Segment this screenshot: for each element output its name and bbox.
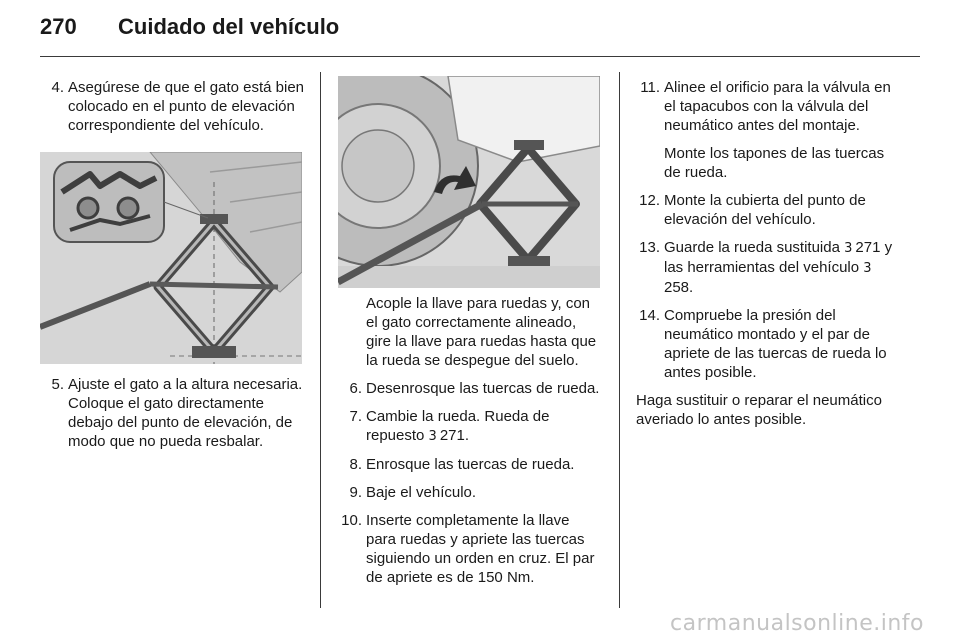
step-5 (40, 375, 304, 451)
step-text: Inserte completamente la llave para ruedas y apriete las tuercas siguiendo un orden en cruz. El par de apriete es de 150 Nm. (366, 512, 595, 586)
step-4 (40, 78, 304, 135)
step-8 (338, 455, 602, 474)
column-3 (636, 78, 902, 438)
step-number: 9. (349, 484, 362, 501)
page-ref-link[interactable]: 258 (664, 279, 690, 296)
step-number: 5. (51, 376, 64, 393)
page-ref-link[interactable]: 271 (439, 427, 465, 444)
step-12 (636, 191, 902, 229)
page-ref-link[interactable]: 271 (855, 239, 881, 256)
chapter-title: Cuidado del vehículo (118, 14, 340, 39)
page-ref-icon: 3 (844, 241, 853, 256)
jack-placement-figure (40, 152, 302, 364)
step-text: Alinee el orificio para la válvula en el tapacubos con la válvula del neumático antes del montaje. (664, 79, 891, 134)
step-number: 6. (349, 380, 362, 397)
jack-raising-illustration (338, 76, 600, 288)
step-number: 8. (349, 456, 362, 473)
step-11-note: Monte los tapones de las tuercas de rueda. (664, 145, 885, 181)
column-2 (338, 294, 602, 596)
step-6 (338, 379, 602, 398)
raise-instruction: Acople la llave para ruedas y, con el gato correctamente alineado, gire la llave para ruedas hasta que la rueda se despegue del suelo. (366, 295, 597, 369)
step-number: 12. (639, 192, 660, 209)
column-divider-left (320, 72, 321, 608)
step-9 (338, 483, 602, 502)
step-text: Desenrosque las tuercas de rueda. (366, 380, 600, 397)
column-1 (40, 78, 304, 144)
step-text-middle: y las herramientas del vehículo (664, 239, 893, 276)
jack-raising-figure (338, 76, 600, 288)
step-text: Cambie la rueda. Rueda de repuesto (366, 408, 550, 444)
step-number: 11. (640, 79, 660, 96)
column-1-lower (40, 375, 304, 460)
step-text: Enrosque las tuercas de rueda. (366, 456, 575, 473)
step-11 (636, 78, 902, 135)
jack-placement-illustration (40, 152, 302, 364)
step-text: Asegúrese de que el gato está bien colocado en el punto de elevación correspondiente del vehículo. (68, 79, 305, 134)
step-text: Ajuste el gato a la altura necesaria. Coloque el gato directamente debajo del punto de elevación, de modo que no pueda resbalar. (68, 376, 303, 450)
step-text-end: . (689, 279, 694, 296)
closing-note: Haga sustituir o reparar el neumático averiado lo antes posible. (636, 392, 882, 428)
step-number: 7. (349, 408, 362, 425)
page-header (40, 14, 339, 50)
step-text-end: . (464, 427, 470, 444)
step-10 (338, 511, 602, 587)
step-7 (338, 407, 602, 446)
step-text: Guarde la rueda sustituida (664, 239, 845, 256)
step-number: 10. (341, 512, 362, 529)
step-number: 4. (51, 79, 64, 96)
page-ref-icon: 3 (428, 429, 437, 444)
step-13 (636, 238, 902, 297)
site-watermark: carmanualsonline.info (670, 611, 924, 636)
step-text: Baje el vehículo. (366, 484, 477, 501)
step-text: Monte la cubierta del punto de elevación del vehículo. (664, 192, 866, 228)
step-14 (636, 306, 902, 382)
step-number: 13. (639, 239, 660, 256)
header-rule (40, 56, 920, 57)
step-number: 14. (639, 307, 660, 324)
step-text: Compruebe la presión del neumático montado y el par de apriete de las tuercas de rueda lo antes posible. (664, 307, 887, 381)
column-divider-right (619, 72, 620, 608)
page-ref-icon: 3 (863, 261, 872, 276)
page-number: 270 (40, 14, 77, 39)
